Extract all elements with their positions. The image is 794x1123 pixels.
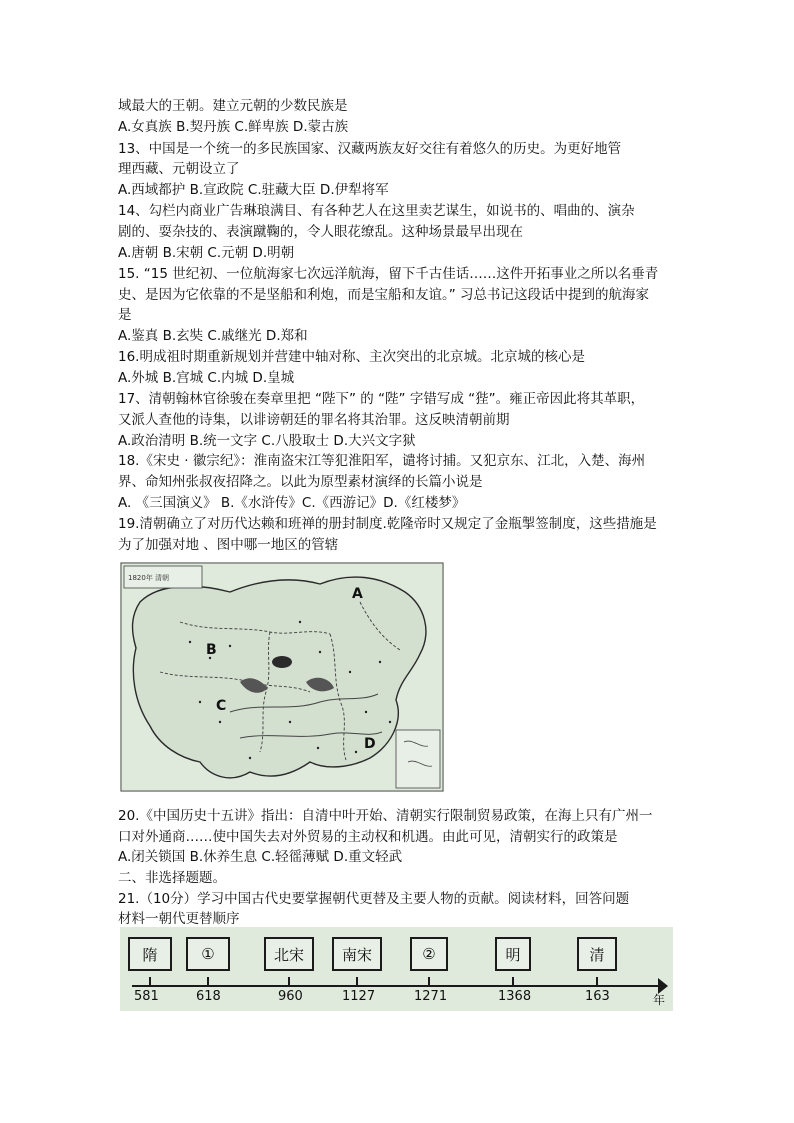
map-drawing xyxy=(120,562,444,792)
era-box: 南宋 xyxy=(332,937,382,971)
era-box: 清 xyxy=(577,937,617,971)
timeline-year: 1271 xyxy=(414,989,448,1004)
text-line: 14、勾栏内商业广告琳琅满目、有各种艺人在这里卖艺谋生，如说书的、唱曲的、演杂 xyxy=(118,203,635,219)
era-box: ② xyxy=(410,937,448,971)
map-label-b: B xyxy=(206,642,217,658)
timeline-tick xyxy=(428,977,430,987)
text-line: 19.清朝确立了对历代达赖和班禅的册封制度.乾隆帝时又规定了金瓶掣签制度，这些措施是 xyxy=(118,516,657,532)
text-line: A.西域都护 B.宣政院 C.驻藏大臣 D.伊犁将军 xyxy=(118,182,389,198)
timeline-tick xyxy=(288,977,290,987)
text-line: 二、非选择题题。 xyxy=(118,870,226,886)
timeline-tick xyxy=(596,977,598,987)
text-line: 17、清朝翰林官徐骏在奏章里把 “陛下” 的 “陛” 字错写成 “狴”。雍正帝因此将其革职， xyxy=(118,391,645,407)
text-line: 为了加强对地 、图中哪一地区的管辖 xyxy=(118,537,339,553)
text-line: A.政治清明 B.统一文字 C.八股取士 D.大兴文字狱 xyxy=(118,433,416,449)
text-line: 15. “15 世纪初、一位航海家七次远洋航海，留下千古佳话……这件开拓事业之所以名垂青 xyxy=(118,266,659,282)
qing-map-figure xyxy=(120,562,444,792)
timeline-year: 581 xyxy=(134,989,159,1004)
text-line: 20.《中国历史十五讲》指出：自清中叶开始、清朝实行限制贸易政策，在海上只有广州一 xyxy=(118,808,653,824)
timeline-year: 163 xyxy=(585,989,610,1004)
text-line: 理西藏、元朝设立了 xyxy=(118,161,240,177)
map-label-d: D xyxy=(364,736,376,752)
dynasty-timeline xyxy=(120,927,673,1011)
timeline-year: 1127 xyxy=(342,989,376,1004)
text-line: 16.明成祖时期重新规划并营建中轴对称、主次突出的北京城。北京城的核心是 xyxy=(118,349,585,365)
text-line: 剧的、耍杂技的、表演蹴鞠的，令人眼花缭乱。这种场景最早出现在 xyxy=(118,224,523,240)
text-line: 13、中国是一个统一的多民族国家、汉藏两族友好交往有着悠久的历史。为更好地管 xyxy=(118,141,622,157)
timeline-tick xyxy=(207,977,209,987)
map-label-c: C xyxy=(216,698,227,714)
timeline-tick xyxy=(356,977,358,987)
timeline-tick xyxy=(512,977,514,987)
timeline-tick xyxy=(149,977,151,987)
text-line: 21.（10分）学习中国古代史要掌握朝代更替及主要人物的贡献。阅读材料，回答问题 xyxy=(118,891,630,907)
text-line: A. 《三国演义》 B.《水浒传》C.《西游记》D.《红楼梦》 xyxy=(118,495,466,511)
timeline-axis xyxy=(132,985,662,987)
text-line: 域最大的王朝。建立元朝的少数民族是 xyxy=(118,98,348,114)
text-line: 材料一朝代更替顺序 xyxy=(118,911,240,927)
timeline-year: 960 xyxy=(278,989,303,1004)
text-line: 界、命知州张叔夜招降之。以此为原型素材演绎的长篇小说是 xyxy=(118,474,483,490)
text-line: 又派人查他的诗集，以诽谤朝廷的罪名将其治罪。这反映清朝前期 xyxy=(118,412,510,428)
text-line: 18.《宋史 · 徽宗纪》：淮南盗宋江等犯淮阳军，谴将讨捕。又犯京东、江北，入楚、海州 xyxy=(118,453,646,469)
map-label-a: A xyxy=(352,586,363,602)
map-legend: 1820年 清朝 xyxy=(128,574,170,582)
era-box: 北宋 xyxy=(264,937,314,971)
text-line: A.唐朝 B.宋朝 C.元朝 D.明朝 xyxy=(118,245,295,261)
text-line: A.外城 B.宫城 C.内城 D.皇城 xyxy=(118,370,295,386)
text-line: 史、是因为它依靠的不是坚船和利炮，而是宝船和友谊。” 习总书记这段话中提到的航海家 xyxy=(118,287,650,303)
axis-end-label: 年 xyxy=(653,993,666,1007)
timeline-year: 1368 xyxy=(498,989,532,1004)
text-line: A.鉴真 B.玄奘 C.戚继光 D.郑和 xyxy=(118,328,308,344)
era-box: 明 xyxy=(495,937,531,971)
text-line: A.女真族 B.契丹族 C.鲜卑族 D.蒙古族 xyxy=(118,119,349,135)
text-line: 口对外通商……使中国失去对外贸易的主动权和机遇。由此可见，清朝实行的政策是 xyxy=(118,829,618,845)
era-box: 隋 xyxy=(128,937,172,971)
text-line: A.闭关锁国 B.休养生息 C.轻徭薄赋 D.重文轻武 xyxy=(118,849,403,865)
timeline-year: 618 xyxy=(196,989,221,1004)
text-line: 是 xyxy=(118,307,132,323)
era-box: ① xyxy=(186,937,230,971)
